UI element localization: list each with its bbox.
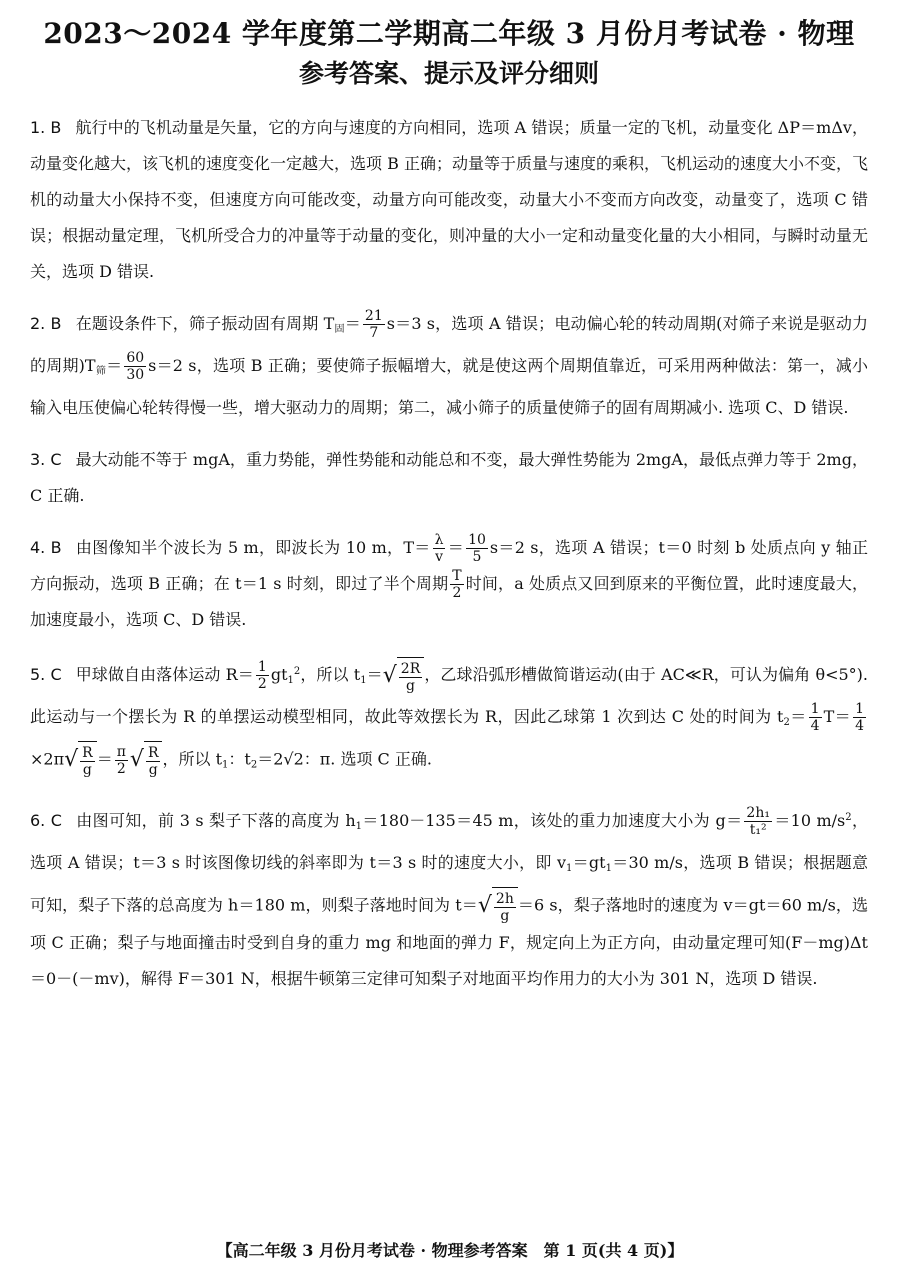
fraction [853, 701, 866, 734]
answer-text: ：t [228, 749, 251, 769]
denominator: 2 [116, 760, 126, 777]
numerator: 2h [495, 890, 514, 907]
equals: ＝ [344, 314, 361, 333]
fraction [466, 532, 488, 565]
equals: ＝ [447, 538, 465, 557]
document-subtitle: 参考答案、提示及评分细则 [298, 59, 599, 88]
answer-4 [30, 530, 868, 638]
fraction [494, 891, 516, 924]
answer-text: 最大动能不等于 mgA，重力势能，弹性势能和动能总和不变，最大弹性势能为 2mgA，最低点弹力等于 2mg，C 正确. [30, 450, 868, 505]
page-footer: 【高二年级 3 月份月考试卷 · 物理参考答案 第 1 页(共 4 页)】 [216, 1241, 684, 1260]
denominator: 5 [472, 549, 482, 565]
denominator: v [435, 549, 443, 565]
equals: ＝ [366, 665, 383, 684]
answer-text: ，所以 t [300, 665, 361, 684]
answer-text: 甲球做自由落体运动 R＝ [75, 665, 254, 684]
numerator: T [452, 568, 462, 584]
answer-text: gt [270, 665, 288, 684]
answer-number: 6. C [30, 810, 62, 830]
subscript: 1 [355, 820, 362, 832]
answer-text: 由图像知半个波长为 5 m，即波长为 10 m，T＝ [75, 538, 431, 557]
answer-text: s＝2 s，选项 B 正确；要使筛子振幅增大，就是使这两个周期值靠近，可采用两种做法：第一，减小输入电压使偏心轮转得慢一些，增大驱动力的周期；第二，减小筛子的质量使筛子的固有周期减小. 选项 C、D 错误. [30, 356, 869, 417]
answer-text: ＝gt [572, 852, 606, 872]
answer-text: 在题设条件下，筛子振动固有周期 T [75, 314, 335, 333]
answer-text: ＝10 m/s [773, 810, 846, 830]
superscript: 2 [293, 666, 301, 677]
answer-number: 5. C [30, 665, 62, 684]
answer-text: ＝30 m/s，选项 B 错误；根据题意可知，梨子下落的总高度为 h＝180 m，则梨子落地时间为 t＝ [30, 852, 868, 914]
subscript: 1 [287, 675, 294, 686]
subscript: 固 [334, 324, 345, 335]
denominator: 4 [810, 718, 820, 734]
subscript: 筛 [95, 366, 107, 377]
denominator: g [406, 677, 415, 694]
answer-number: 4. B [30, 538, 62, 557]
numerator: 1 [855, 701, 864, 717]
subscript: 2 [783, 717, 790, 728]
answer-text: ，选项 A 错误；t＝3 s 时该图像切线的斜率即为 t＝3 s 时的速度大小，即 v [30, 810, 868, 872]
numerator: R [82, 745, 93, 761]
fraction [363, 308, 385, 341]
numerator: 2R [400, 660, 421, 677]
denominator: 7 [369, 325, 379, 341]
answer-text: ＝180－135＝45 m，该处的重力加速度大小为 g＝ [362, 810, 743, 830]
denominator: 4 [855, 718, 864, 734]
numerator: 2h₁ [746, 804, 770, 821]
subscript: 1 [360, 675, 367, 686]
equals: ＝ [106, 356, 123, 375]
square-root: √ $\frac{R}{g}$ [130, 741, 163, 779]
numerator: λ [434, 532, 444, 548]
numerator: 21 [364, 308, 383, 324]
fraction [124, 350, 146, 383]
fraction [433, 532, 446, 565]
numerator: 10 [468, 532, 486, 548]
numerator: 60 [126, 350, 145, 366]
subscript: 1 [566, 862, 573, 874]
denominator: g [500, 907, 510, 924]
fraction [809, 701, 822, 734]
answer-text: s＝3 s，选项 A 错误；电动偏心轮的转动周期(对筛子来说是驱动力的周期)T [30, 314, 869, 375]
answer-number: 3. C [30, 450, 62, 469]
answer-text: ＝2√2：π. 选项 C 正确. [257, 749, 432, 769]
answer-5 [30, 654, 868, 784]
answer-text: 时间，a 处质点又回到原来的平衡位置，此时速度最大，加速度最小，选项 C、D 错误. [30, 574, 868, 629]
answer-text: s＝2 s，选项 A 错误；t＝0 时刻 b 处质点向 y 轴正方向振动，选项 B 正确；在 t＝1 s 时刻，即过了半个周期 [30, 538, 868, 593]
subscript: 1 [222, 759, 229, 771]
denominator: 2 [452, 585, 462, 601]
subscript: 2 [250, 759, 258, 771]
denominator: 2 [257, 676, 267, 692]
answer-list [30, 110, 868, 997]
document-title: 2023～2024 学年度第二学期高二年级 3 月份月考试卷 · 物理 [43, 17, 855, 50]
answer-3 [30, 442, 868, 514]
answer-6 [30, 800, 868, 997]
numerator: 1 [257, 659, 267, 675]
denominator: 30 [126, 367, 145, 383]
superscript: 2 [845, 811, 852, 823]
fraction [450, 568, 463, 601]
fraction [744, 805, 772, 838]
numerator: π [116, 743, 126, 760]
answer-text: ，所以 t [162, 749, 223, 769]
answer-text: ×2π [30, 749, 65, 769]
denominator: t₁² [749, 821, 767, 838]
fraction [80, 745, 95, 778]
answer-text: 航行中的飞机动量是矢量，它的方向与速度的方向相同，选项 A 错误；质量一定的飞机，动量变化 ΔP＝mΔv，动量变化越大，该飞机的速度变化一定越大，选项 B 正确；动量等于质量与速度的乘积，飞机运动的速度大小不变，飞机的动量大小保持不变，但速度方向可能改变，动量方向可能改变，动量大小不变而方向改变，动量变了，选项 C 错误；根据动量定理，飞机所受合力的冲量等于动量的变化，则冲量的大小一定和动量变化量的大小相同，与瞬时动量无关，选项 D 错误. [30, 118, 868, 281]
equals: ＝ [96, 749, 113, 769]
fraction [146, 745, 161, 778]
equals: ＝ [789, 707, 807, 726]
answer-text: ＝6 s，梨子落地时的速度为 v＝gt＝60 m/s，选项 C 正确；梨子与地面撞击时受到自身的重力 mg 和地面的弹力 F，规定向上为正方向，由动量定理可知(F－mg)Δt＝0－(－mv)，解得 F＝301 N，根据牛顿第三定律可知梨子对地面平均作用力的大小为 301 N，选项 D 错误. [30, 895, 868, 988]
subscript: 1 [605, 862, 612, 874]
numerator: R [147, 745, 159, 761]
fraction [399, 661, 422, 694]
answer-number: 1. B [30, 118, 62, 137]
answer-text: T＝ [823, 707, 852, 726]
square-root: √ $\frac{2h}{g}$ [478, 887, 518, 925]
numerator: 1 [810, 701, 820, 717]
answer-2 [30, 306, 868, 426]
square-root: √ $\frac{R}{g}$ [64, 741, 97, 779]
answer-1 [30, 110, 868, 290]
answer-number: 2. B [30, 314, 62, 333]
fraction [115, 744, 128, 777]
square-root: √ $\frac{2R}{g}$ [383, 657, 424, 695]
answer-text: 由图可知，前 3 s 梨子下落的高度为 h [75, 810, 356, 830]
denominator: g [82, 762, 92, 778]
answer-text: ，乙球沿弧形槽做简谐运动(由于 AC≪R，可认为偏角 θ<5°). 此运动与一个摆长为 R 的单摆运动模型相同，故此等效摆长为 R，因此乙球第 1 次到达 C 处的时间为 t [30, 665, 868, 726]
denominator: g [148, 762, 158, 778]
fraction [256, 659, 269, 692]
